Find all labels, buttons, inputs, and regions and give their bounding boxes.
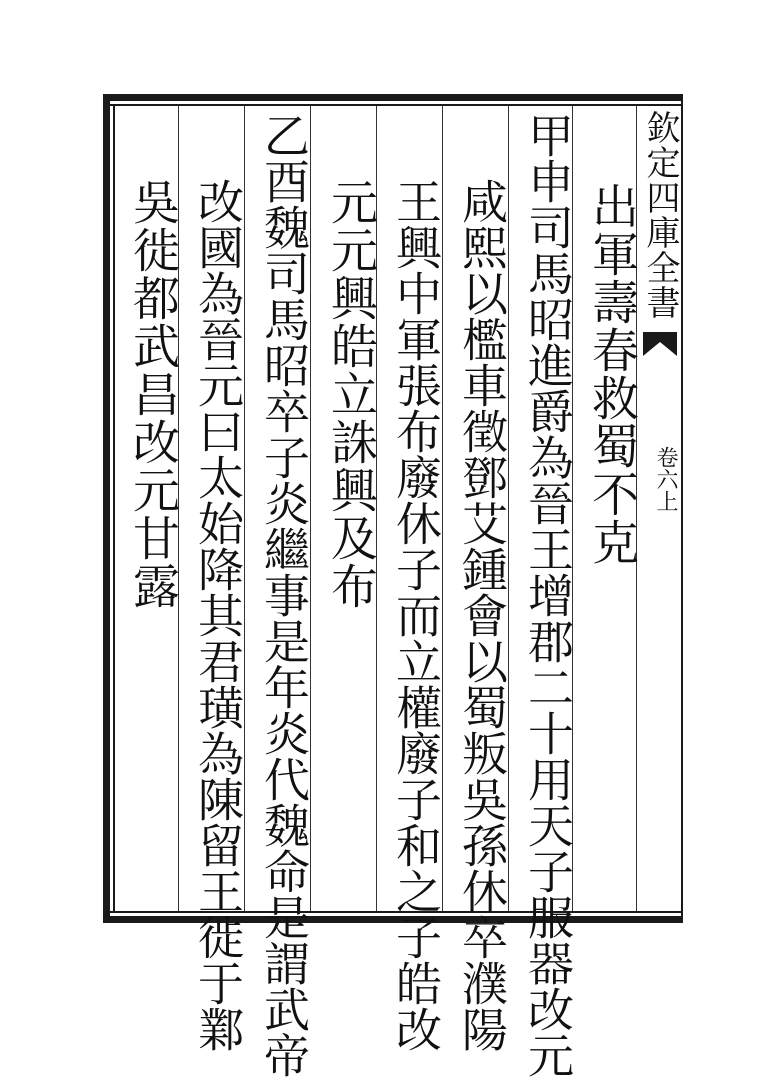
text-column-6: 乙酉魏司馬昭卒子炎繼事是年炎代魏命是謂武帝 [257, 112, 311, 1078]
frame-right-rule [681, 94, 683, 923]
text-column-3: 咸熙以檻車徵鄧艾鍾會以蜀叛吳孫休卒濮陽 [455, 178, 509, 1052]
book-title: 欽定四庫全書 [640, 110, 680, 320]
text-column-4: 王興中軍張布廢休子而立權廢子和之子皓改 [389, 178, 443, 1052]
frame-left-inner-rule [113, 104, 115, 913]
text-column-7: 改國為晉元曰太始降其君璜為陳留王徙于鄴 [191, 178, 245, 1052]
fishtail-icon [643, 332, 677, 356]
frame-top-inner-rule [103, 104, 683, 106]
frame-left-rule [103, 94, 110, 923]
text-column-1: 出軍壽春救蜀不克 [584, 182, 639, 566]
text-column-5: 元元興皓立誅興及布 [323, 178, 378, 610]
text-column-2: 甲申司馬昭進爵為晉王增郡二十用天子服器改元 [521, 112, 575, 1078]
juan-label: 卷六上 [653, 446, 678, 512]
text-column-8: 吳徙都武昌改元甘露 [125, 178, 180, 610]
frame-top-rule [103, 94, 683, 101]
